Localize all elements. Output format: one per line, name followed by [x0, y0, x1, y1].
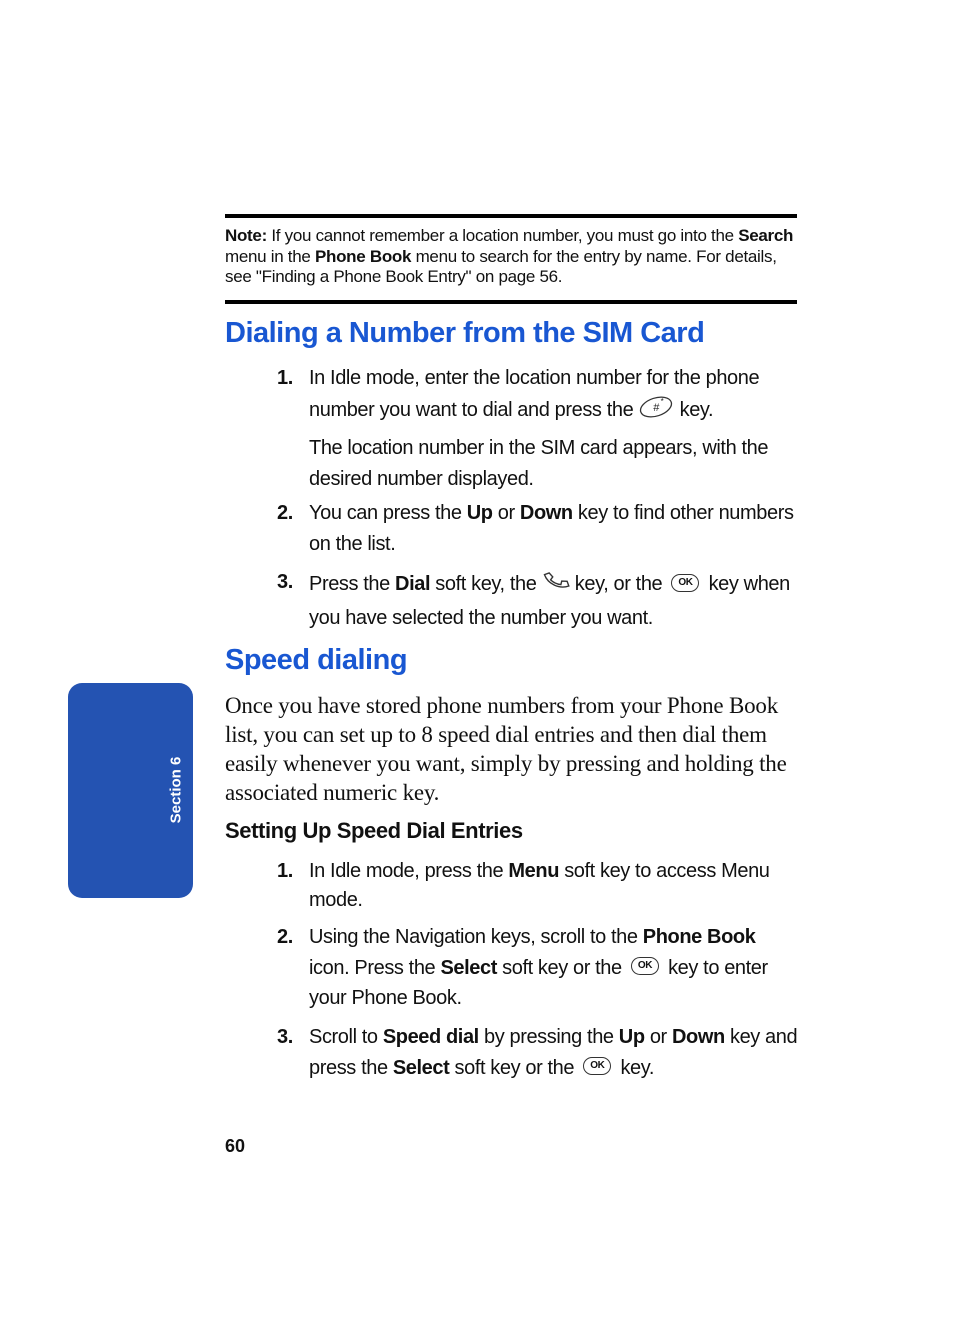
step-text: You can press the — [309, 502, 467, 524]
step-text: by pressing the — [478, 1026, 619, 1048]
step-text: or — [492, 502, 520, 524]
dial-key-term: Dial — [395, 573, 431, 596]
note-text — [225, 226, 797, 288]
step-text: key to find other numbers on the list. — [309, 502, 794, 555]
svg-text:#: # — [653, 401, 660, 414]
step-continuation: The location number in the SIM card appears, with the desired number displayed. — [309, 437, 769, 490]
hash-key-icon — [638, 394, 674, 428]
step-text: Press the — [309, 573, 396, 596]
step-number: 2. — [277, 926, 293, 948]
ok-key-icon: OK — [671, 574, 699, 592]
note-search-term: Search — [738, 226, 794, 245]
step-text: key when you have selected the number you want. — [309, 573, 790, 629]
subheading-setting-up: Setting Up Speed Dial Entries — [225, 818, 523, 843]
step-body — [309, 567, 799, 633]
note-phone-book-term: Phone Book — [314, 246, 412, 266]
step-text: icon. Press the — [309, 956, 441, 979]
step-text: key and press the — [309, 1026, 798, 1079]
step-text: key, or the — [569, 573, 668, 596]
speed-dial-term: Speed dial — [382, 1026, 479, 1048]
menu-key-term: Menu — [508, 860, 560, 882]
phone-book-term: Phone Book — [642, 926, 756, 948]
section-heading-speed-dialing: Speed dialing — [225, 644, 408, 676]
step-text: In Idle mode, press the — [309, 860, 509, 882]
note-text-part: menu in the — [225, 246, 315, 266]
ok-key-icon: OK — [631, 957, 659, 975]
section-tab-label: Section 6 — [167, 756, 185, 824]
step-text: soft key or the — [449, 1056, 580, 1079]
step-number: 1. — [277, 367, 293, 389]
svg-text:*: * — [661, 396, 664, 406]
step-text: or — [644, 1026, 672, 1048]
note-text-part: If you cannot remember a location number, you must go into the — [266, 226, 739, 245]
step-text: Scroll to — [309, 1026, 383, 1048]
step-body — [309, 922, 799, 1014]
speed-dial-intro: Once you have stored phone numbers from your Phone Book list, you can set up to 8 speed dial entries and then dial them easily whenever you want, simply by pressing and holding the associated numeric key. — [225, 693, 787, 805]
step-text: Using the Navigation keys, scroll to the — [309, 926, 643, 948]
step-number: 1. — [277, 860, 293, 882]
up-key-term: Up — [466, 502, 493, 524]
step-text: soft key or the — [496, 956, 627, 979]
send-key-icon — [542, 567, 570, 603]
up-key-term: Up — [618, 1026, 645, 1048]
step-body — [309, 857, 799, 914]
section-heading-sim-card: Dialing a Number from the SIM Card — [225, 317, 705, 349]
note-box — [225, 214, 797, 304]
step-body — [309, 498, 799, 559]
down-key-term: Down — [519, 502, 573, 524]
step-body — [309, 1022, 799, 1083]
step-number: 3. — [277, 571, 293, 593]
step-number: 2. — [277, 502, 293, 524]
ok-key-icon: OK — [583, 1057, 611, 1075]
select-key-term: Select — [392, 1056, 450, 1079]
note-label: Note: — [225, 226, 267, 245]
down-key-term: Down — [671, 1026, 725, 1048]
step-text: key. — [615, 1056, 655, 1079]
step-text: key. — [674, 398, 714, 421]
note-text-part: menu to search for the entry by name. For details, see "Finding a Phone Book Entry" on page 56. — [225, 246, 777, 286]
page-number: 60 — [225, 1136, 246, 1156]
step-body — [309, 363, 799, 494]
step-text: soft key to access Menu mode. — [309, 860, 770, 911]
step-text: In Idle mode, enter the location number for the phone number you want to dial and press the — [309, 367, 760, 421]
select-key-term: Select — [440, 956, 497, 979]
step-text: soft key, the — [430, 573, 542, 596]
step-text: key to enter your Phone Book. — [309, 956, 768, 1009]
step-number: 3. — [277, 1026, 293, 1048]
